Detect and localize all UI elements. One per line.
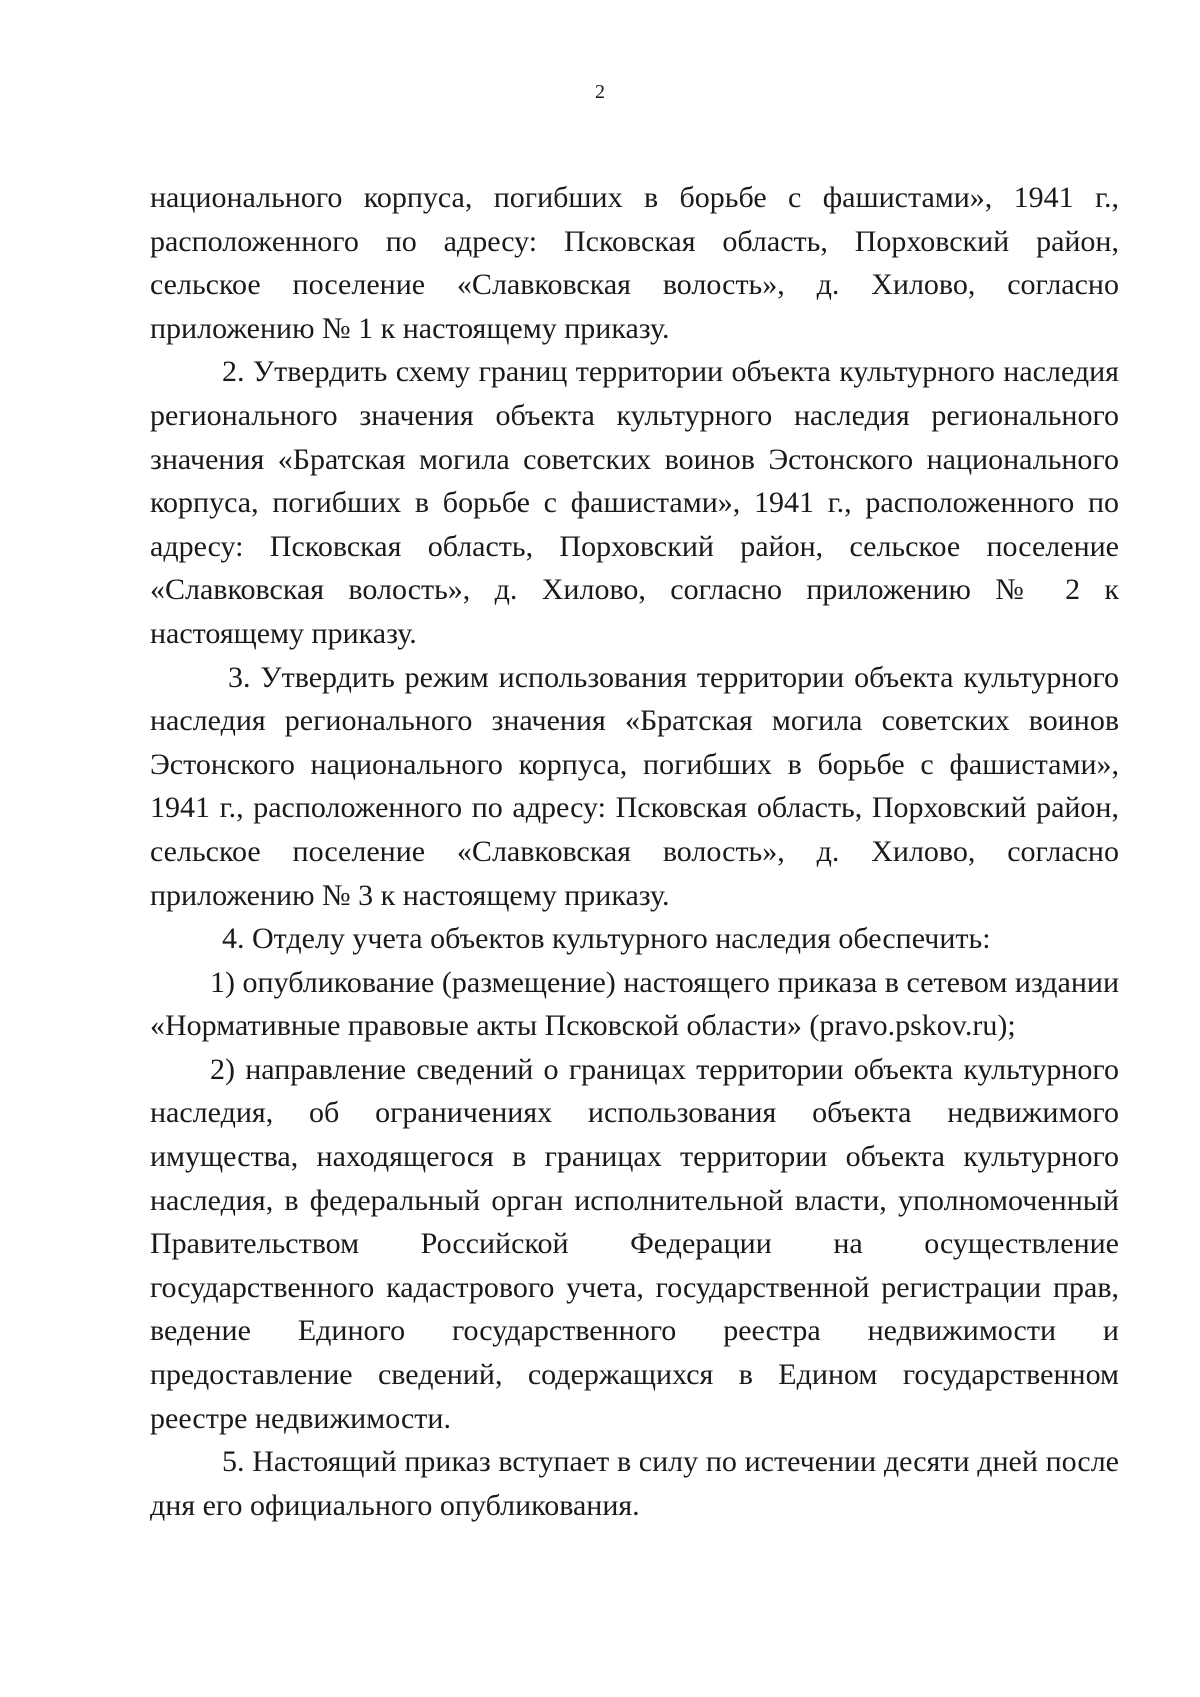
- paragraph-subitem-1: 1) опубликование (размещение) настоящего приказа в сетевом издании «Нормативные правовые акты Псковской области» (pravo.pskov.ru);: [150, 965, 1119, 1043]
- paragraph-subitem-2: 2) направление сведений о границах территории объекта культурного наследия, об ограничениях использования объекта недвижимого имущества, находящегося в границах территории объекта культурного наследия, в федеральный орган исполнительной власти, уполномоченный Правительством Российской Федерации на осуществление государственного кадастрового учета, государственной регистрации прав, ведение Единого государственного реестра недвижимости и предоставление сведений, содержащихся в Едином государственном реестре недвижимости.: [150, 1052, 1119, 1435]
- page-number: 2: [595, 81, 605, 103]
- document-body: [150, 176, 1119, 1527]
- paragraph-item-4: 4. Отделу учета объектов культурного наследия обеспечить:: [222, 922, 991, 956]
- paragraph-item-3: 3. Утвердить режим использования территории объекта культурного наследия регионального значения «Братская могила советских воинов Эстонского национального корпуса, погибших в борьбе с фашистами», 1941 г., расположенного по адресу: Псковская область, Порховский район, сельское поселение «Славковская волость», д. Хилово, согласно приложению № 3 к настоящему приказу.: [150, 660, 1119, 912]
- paragraph-continuation: национального корпуса, погибших в борьбе с фашистами», 1941 г., расположенного по адресу: Псковская область, Порховский район, сельское поселение «Славковская волость», д. Хилово, согласно приложению № 1 к настоящему приказу.: [150, 181, 1119, 345]
- paragraph-item-5: 5. Настоящий приказ вступает в силу по истечении десяти дней после дня его официального опубликования.: [150, 1445, 1119, 1522]
- paragraph-item-2: 2. Утвердить схему границ территории объекта культурного наследия регионального значения объекта культурного наследия регионального значения «Братская могила советских воинов Эстонского национального корпуса, погибших в борьбе с фашистами», 1941 г., расположенного по адресу: Псковская область, Порховский район, сельское поселение «Славковская волость», д. Хилово, согласно приложению № 2 к настоящему приказу.: [150, 355, 1119, 650]
